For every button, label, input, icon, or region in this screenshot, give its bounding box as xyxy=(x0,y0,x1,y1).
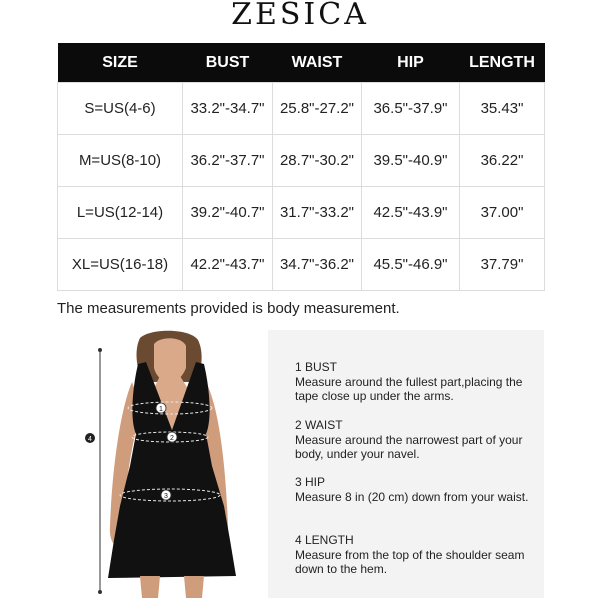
measurement-guide-panel xyxy=(268,330,544,598)
length-marker-label: 4 xyxy=(88,436,92,443)
cell-length: 36.22" xyxy=(460,135,545,187)
header-bust: BUST xyxy=(183,43,273,83)
guide-title: 4 LENGTH xyxy=(295,533,354,547)
size-chart-table xyxy=(57,43,545,291)
cell-hip: 36.5"-37.9" xyxy=(362,83,460,135)
cell-bust: 39.2"-40.7" xyxy=(183,187,273,239)
measurement-note: The measurements provided is body measurement. xyxy=(57,300,400,317)
table-row xyxy=(58,239,545,291)
guide-desc: Measure around the narrowest part of your body, under your navel. xyxy=(295,432,523,461)
table-row xyxy=(58,187,545,239)
length-line-top-dot xyxy=(98,348,102,352)
table-row xyxy=(58,83,545,135)
header-waist: WAIST xyxy=(273,43,362,83)
cell-size: S=US(4-6) xyxy=(58,83,183,135)
brand-logo: ZESICA xyxy=(231,0,369,32)
guide-desc: Measure from the top of the shoulder seam down to the hem. xyxy=(295,547,525,576)
waist-marker-label: 2 xyxy=(170,435,174,442)
model-figure xyxy=(80,330,250,598)
table-header-row xyxy=(58,43,545,83)
cell-waist: 31.7"-33.2" xyxy=(273,187,362,239)
model-leg-left xyxy=(184,576,204,598)
cell-waist: 28.7"-30.2" xyxy=(273,135,362,187)
cell-size: L=US(12-14) xyxy=(58,187,183,239)
header-hip: HIP xyxy=(362,43,460,83)
cell-hip: 42.5"-43.9" xyxy=(362,187,460,239)
header-length: LENGTH xyxy=(460,43,545,83)
length-line-bottom-dot xyxy=(98,590,102,594)
cell-bust: 33.2"-34.7" xyxy=(183,83,273,135)
guide-desc: Measure 8 in (20 cm) down from your waist. xyxy=(295,489,529,504)
cell-bust: 36.2"-37.7" xyxy=(183,135,273,187)
hip-marker-label: 3 xyxy=(164,493,168,500)
guide-item-bust xyxy=(295,360,535,404)
cell-waist: 34.7"-36.2" xyxy=(273,239,362,291)
cell-waist: 25.8"-27.2" xyxy=(273,83,362,135)
guide-item-waist xyxy=(295,418,535,462)
guide-desc: Measure around the fullest part,placing the tape close up under the arms. xyxy=(295,374,523,403)
header-size: SIZE xyxy=(58,43,183,83)
cell-hip: 39.5"-40.9" xyxy=(362,135,460,187)
guide-item-hip xyxy=(295,475,535,504)
cell-size: M=US(8-10) xyxy=(58,135,183,187)
cell-length: 37.00" xyxy=(460,187,545,239)
bust-marker-label: 1 xyxy=(159,406,163,413)
model-face xyxy=(154,338,186,382)
guide-item-length xyxy=(295,533,535,577)
guide-title: 1 BUST xyxy=(295,360,338,374)
cell-hip: 45.5"-46.9" xyxy=(362,239,460,291)
cell-size: XL=US(16-18) xyxy=(58,239,183,291)
cell-bust: 42.2"-43.7" xyxy=(183,239,273,291)
model-leg-right xyxy=(140,576,160,598)
cell-length: 35.43" xyxy=(460,83,545,135)
guide-title: 2 WAIST xyxy=(295,418,343,432)
guide-title: 3 HIP xyxy=(295,475,326,489)
cell-length: 37.79" xyxy=(460,239,545,291)
table-row xyxy=(58,135,545,187)
